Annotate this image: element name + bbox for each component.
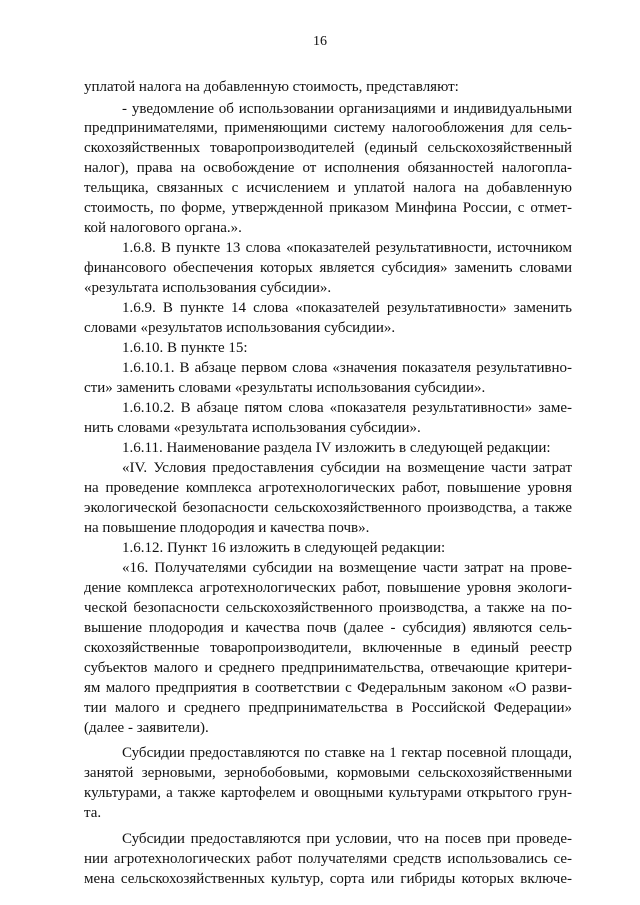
text-line: 1.6.10.2. В абзаце пятом слова «показателя результативности» заме- bbox=[122, 399, 572, 416]
text-line: на проведение комплекса агротехнологических работ, повышение уровня bbox=[84, 479, 572, 496]
text-line: скохозяйственные товаропроизводители, включенные в единый реестр bbox=[84, 639, 572, 656]
text-line: 1.6.12. Пункт 16 изложить в следующей редакции: bbox=[122, 539, 446, 556]
text-line: 1.6.11. Наименование раздела IV изложить в следующей редакции: bbox=[122, 439, 551, 456]
text-line: Субсидии предоставляются при условии, что на посев при проведе- bbox=[122, 831, 572, 847]
text-line: стоимость, по форме, утвержденной приказом Минфина России, с отмет- bbox=[84, 200, 572, 216]
text-line: ческой безопасности сельскохозяйственного производства, а также на по- bbox=[84, 599, 572, 616]
text-line: культурами, а также картофелем и овощными культурами открытого грун- bbox=[84, 785, 572, 801]
text-line: - уведомление об использовании организациями и индивидуальными bbox=[122, 100, 572, 117]
text-line: мена сельскохозяйственных культур, сорта или гибриды которых включе- bbox=[84, 871, 572, 887]
text-line: субъектов малого и среднего предпринимательства, отвечающие критери- bbox=[84, 659, 572, 676]
text-line: Субсидии предоставляются по ставке на 1 гектар посевной площади, bbox=[122, 745, 572, 761]
text-line: скохозяйственных товаропроизводителей (единый сельскохозяйственный bbox=[84, 140, 572, 156]
text-line: налог), права на освобождение от исполнения обязанностей налогопла- bbox=[84, 160, 572, 176]
text-line: экологической безопасности сельскохозяйственного производства, а также bbox=[84, 499, 572, 516]
text-line: предпринимателями, применяющими систему налогообложения для сель- bbox=[84, 120, 572, 136]
text-line: уплатой налога на добавленную стоимость, представляют: bbox=[84, 79, 459, 95]
text-line: «IV. Условия предоставления субсидии на возмещение части затрат bbox=[122, 459, 572, 476]
text-line: тии малого и среднего предпринимательства в Российской Федерации» bbox=[84, 699, 572, 716]
page-number: 16 bbox=[313, 34, 327, 49]
text-line: тельщика, связанных с исчислением и уплатой налога на добавленную bbox=[84, 180, 572, 196]
text-line: «16. Получателями субсидии на возмещение части затрат на прове- bbox=[122, 559, 572, 576]
text-line: финансового обеспечения которых является субсидия» заменить словами bbox=[84, 259, 572, 276]
text-line: нии агротехнологических работ получателями средств использовались се- bbox=[84, 851, 572, 867]
text-line: занятой зерновыми, зернобобовыми, кормовыми сельскохозяйственными bbox=[84, 765, 572, 781]
text-line: 1.6.10. В пункте 15: bbox=[122, 339, 248, 356]
text-line: нить словами «результата использования субсидии». bbox=[84, 419, 421, 436]
text-line: вышение плодородия и качества почв (далее - субсидия) являются сель- bbox=[84, 619, 572, 636]
text-line: на повышение плодородия и качества почв». bbox=[84, 519, 370, 536]
text-line: 1.6.9. В пункте 14 слова «показателей результативности» заменить bbox=[122, 299, 572, 316]
text-line: дение комплекса агротехнологических работ, повышение уровня экологи- bbox=[84, 579, 572, 596]
text-line: словами «результатов использования субсидии». bbox=[84, 319, 396, 336]
text-line: «результата использования субсидии». bbox=[84, 279, 332, 296]
text-line: 1.6.10.1. В абзаце первом слова «значения показателя результативно- bbox=[122, 359, 572, 376]
text-line: сти» заменить словами «результаты использования субсидии». bbox=[84, 379, 486, 396]
text-line: 1.6.8. В пункте 13 слова «показателей результативности, источником bbox=[122, 239, 572, 256]
text-line: (далее - заявители). bbox=[84, 719, 209, 736]
text-line: кой налогового органа.». bbox=[84, 220, 242, 236]
text-line: ям малого предприятия в соответствии с Федеральным законом «О разви- bbox=[84, 679, 572, 696]
text-line: та. bbox=[84, 805, 102, 821]
